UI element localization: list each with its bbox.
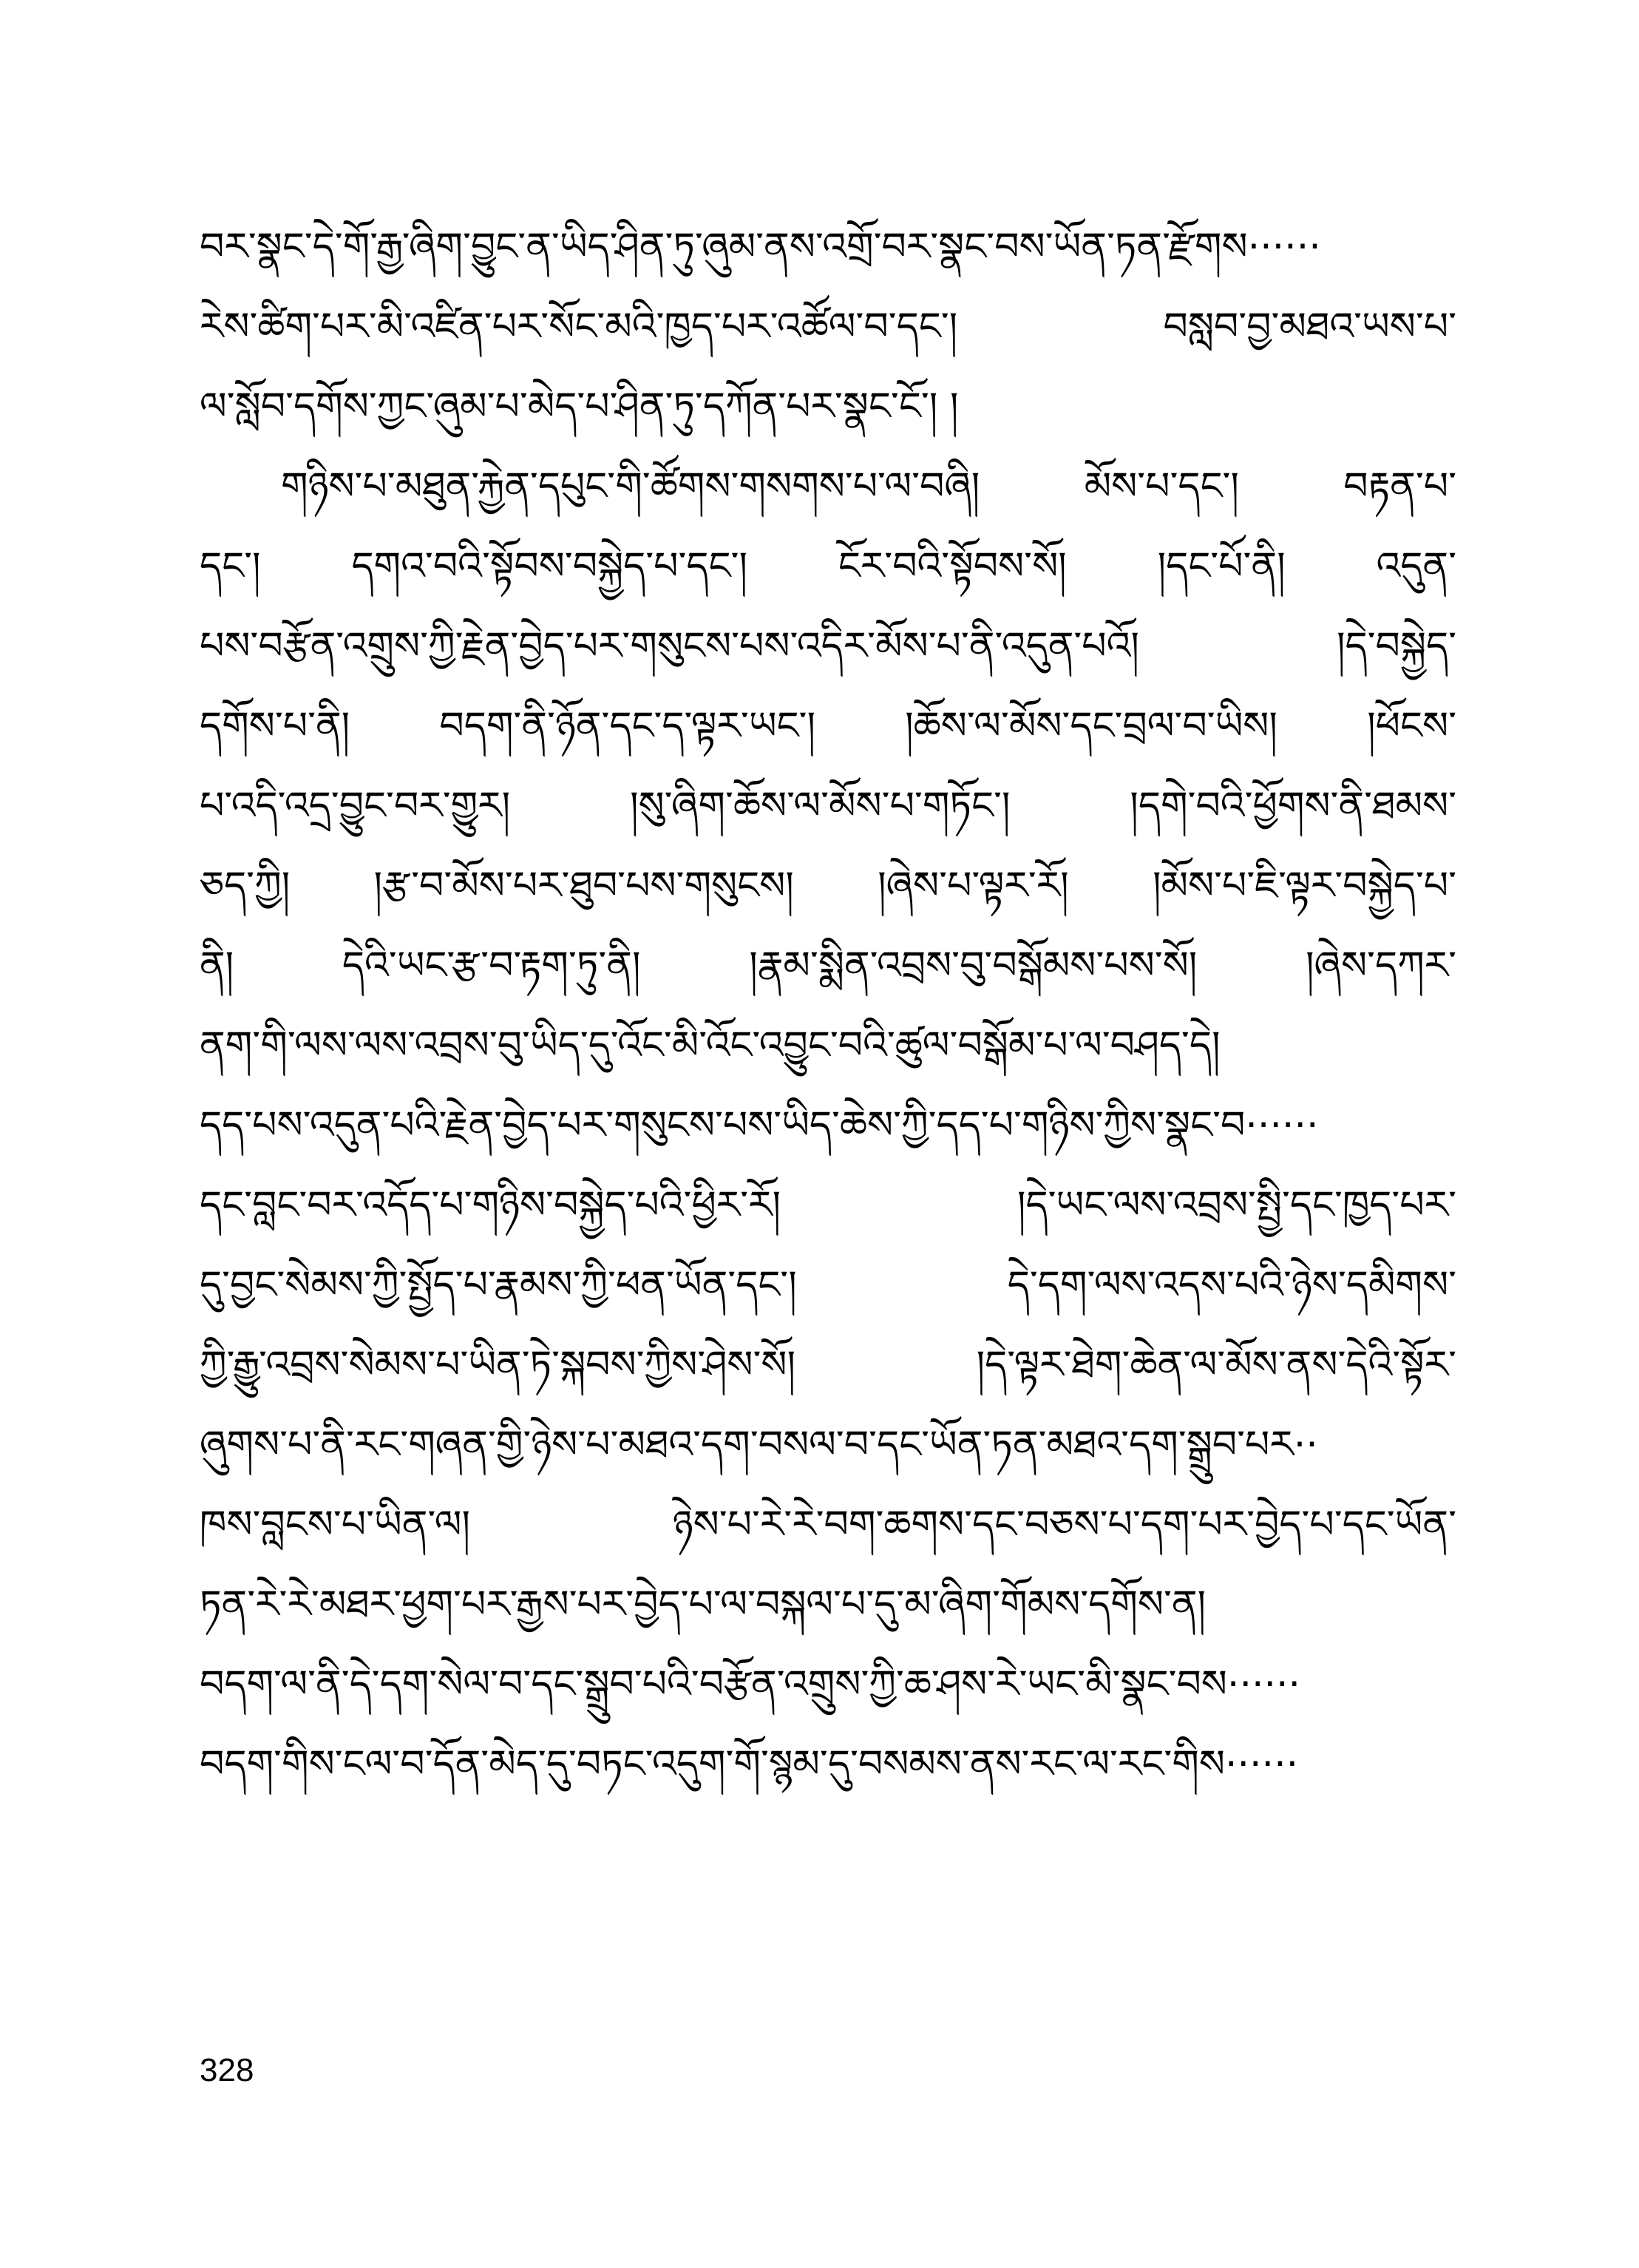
text-line: དད་པས་འདུན་པའི་རྗེན་བྱེད་པར་གསུངས་པས་ཡིད་ཆེས་ཀྱི་དད་པ་གཉིས་ཀྱིས་སྣང་བ······ (200, 1103, 1319, 1148)
tibetan-text-block (200, 207, 1456, 1804)
page-number: 328 (200, 2052, 254, 2088)
text-line: ནག་གི་ལས་ལས་འབྲས་བུ་ཡིད་དུ་འོང་མི་འོང་འབྱུང་བའི་ཚུལ་བསྒོམ་པ་ལ་བཤད་དེ། (200, 1023, 1221, 1068)
text-line: དགོས་པ་ནི། བདག་ནི་ཉོན་དང་ད་ལྟར་ཡང་། །ཆོས་ལ་མོས་དང་བྲལ་བ་ཡིས། །ཕོངས་ (200, 704, 1456, 748)
text-line: ཁས་བླངས་པ་ཡིན་ལ། ཉེས་པ་རེ་རེ་བག་ཆགས་དང་བཅས་པ་དག་པར་བྱེད་པ་དང་ཡོན་ (200, 1503, 1456, 1547)
text-line: ཏན་རེ་རེ་མཐར་ཕྱག་པར་རྒྱས་པར་བྱེད་པ་ལ་བསྐལ་པ་དུ་མ་ཞིག་གོམས་དགོས་ན། (200, 1582, 1207, 1627)
text-line: དང་བླང་བར་འདོད་པ་གཉིས་བསྐྱེད་པའི་ཕྱིར་རོ། །དེ་ཡང་ལས་འབྲས་སྤྱི་དང་ཁྱད་པར་ (200, 1183, 1456, 1228)
text-line: རེས་ཚིག་པར་མི་འཛིན་པར་སོང་མའི་ཁྱད་པར་འཚོལ་བ་དང་། བསླབ་བྱ་མཐའ་ཡས་པ་ (200, 305, 1456, 349)
text-line: པས་བརྩོན་འགྲུས་ཀྱི་རྗེན་བྱེད་པར་གསུངས་པས་འདིར་མོས་པ་ནི་འདུན་པའོ། །དེ་བསྐྱེད་ (200, 624, 1456, 668)
text-line: ཀྱི་རྒྱུ་འབྲས་སེམས་པ་ཡིན་ཏེ་སྐབས་ཀྱིས་ཤེས་སོ། །དེ་ལྟར་ཐེག་ཆེན་ལ་མོས་ནས་དེའི་སྟོར་ (200, 1343, 1456, 1387)
text-line: དང་། དགའ་བའི་སྟོབས་བསྐྱེད་པ་དང་། ངོར་བའི་སྟོབས་སོ། །དང་པོ་ནི། འདུན་ (200, 544, 1456, 589)
text-line: ཅད་ཀྱི། །རྩ་བ་མོས་པར་ཐུབ་པས་གསུངས། །ཞེས་པ་ལྟར་རོ། །མོས་པ་ཇི་ལྟར་བསྐྱེད་པ་ (200, 864, 1456, 908)
text-line: ལ་སློབ་དགོས་ཀྱང་ཞུམ་པ་མེད་པ་ཤིན་ཏུ་དཀོན་པར་སྣང་ངོ་། ། (200, 385, 959, 429)
text-line: པ་འདི་འདྲ་བྱུང་བར་གྱུར། །སུ་ཞིག་ཆོས་ལ་མོས་པ་གཏོང་། །དགེ་བའི་ཕྱོགས་ནི་ཐམས་ (200, 784, 1456, 828)
text-line: བར་སྣང་དེ་གོ་རྒྱ་ཞིག་བྱུང་ན་ཡིད་ཤིན་ཏུ་ཞུམ་ནས་འགྲོ་བར་སྣང་བས་ཡོན་ཏན་རྫོགས······ (200, 225, 1321, 269)
text-line: བདག་ལ་ནི་དེ་དག་སེལ་བ་དང་སྒྲུབ་པའི་བརྩོན་འགྲུས་ཀྱི་ཆ་ཤས་རེ་ཡང་མི་སྣང་བས······ (200, 1662, 1301, 1707)
text-line: གཉིས་པ་མཐུན་རྐྱེན་དཔུང་གི་ཚོགས་གསགས་པ་ལ་བཞི། མོས་པ་དང་། བརྟན་པ་ (281, 464, 1456, 509)
text-line: དུ་བྱང་སེམས་ཀྱི་སྤྱོད་པ་རྣམས་ཀྱི་ཕན་ཡོན་དང་། དེ་དག་ལས་འདས་པའི་ཉེས་དམིགས་ (200, 1263, 1456, 1307)
text-line: བདག་གིས་ངལ་བ་དོན་མེད་དུ་བཏང་འདུག་གོ་སྙམ་དུ་བསམས་ནས་རང་ལ་རང་གིས······ (200, 1742, 1299, 1787)
text-line: ནི། དེའི་ཡང་རྩ་བ་རྟག་ཏུ་ནི། །རྣམ་སྨིན་འབྲས་བུ་བསྒོམས་པས་སོ། །ཞེས་དཀར་ (200, 944, 1456, 988)
text-line: ཞུགས་པ་ནི་རང་གཞན་གྱི་ཉེས་པ་མཐའ་དག་བསལ་བ་དང་ཡོན་ཏན་མཐའ་དག་སྒྲུབ་པར·· (200, 1423, 1318, 1467)
